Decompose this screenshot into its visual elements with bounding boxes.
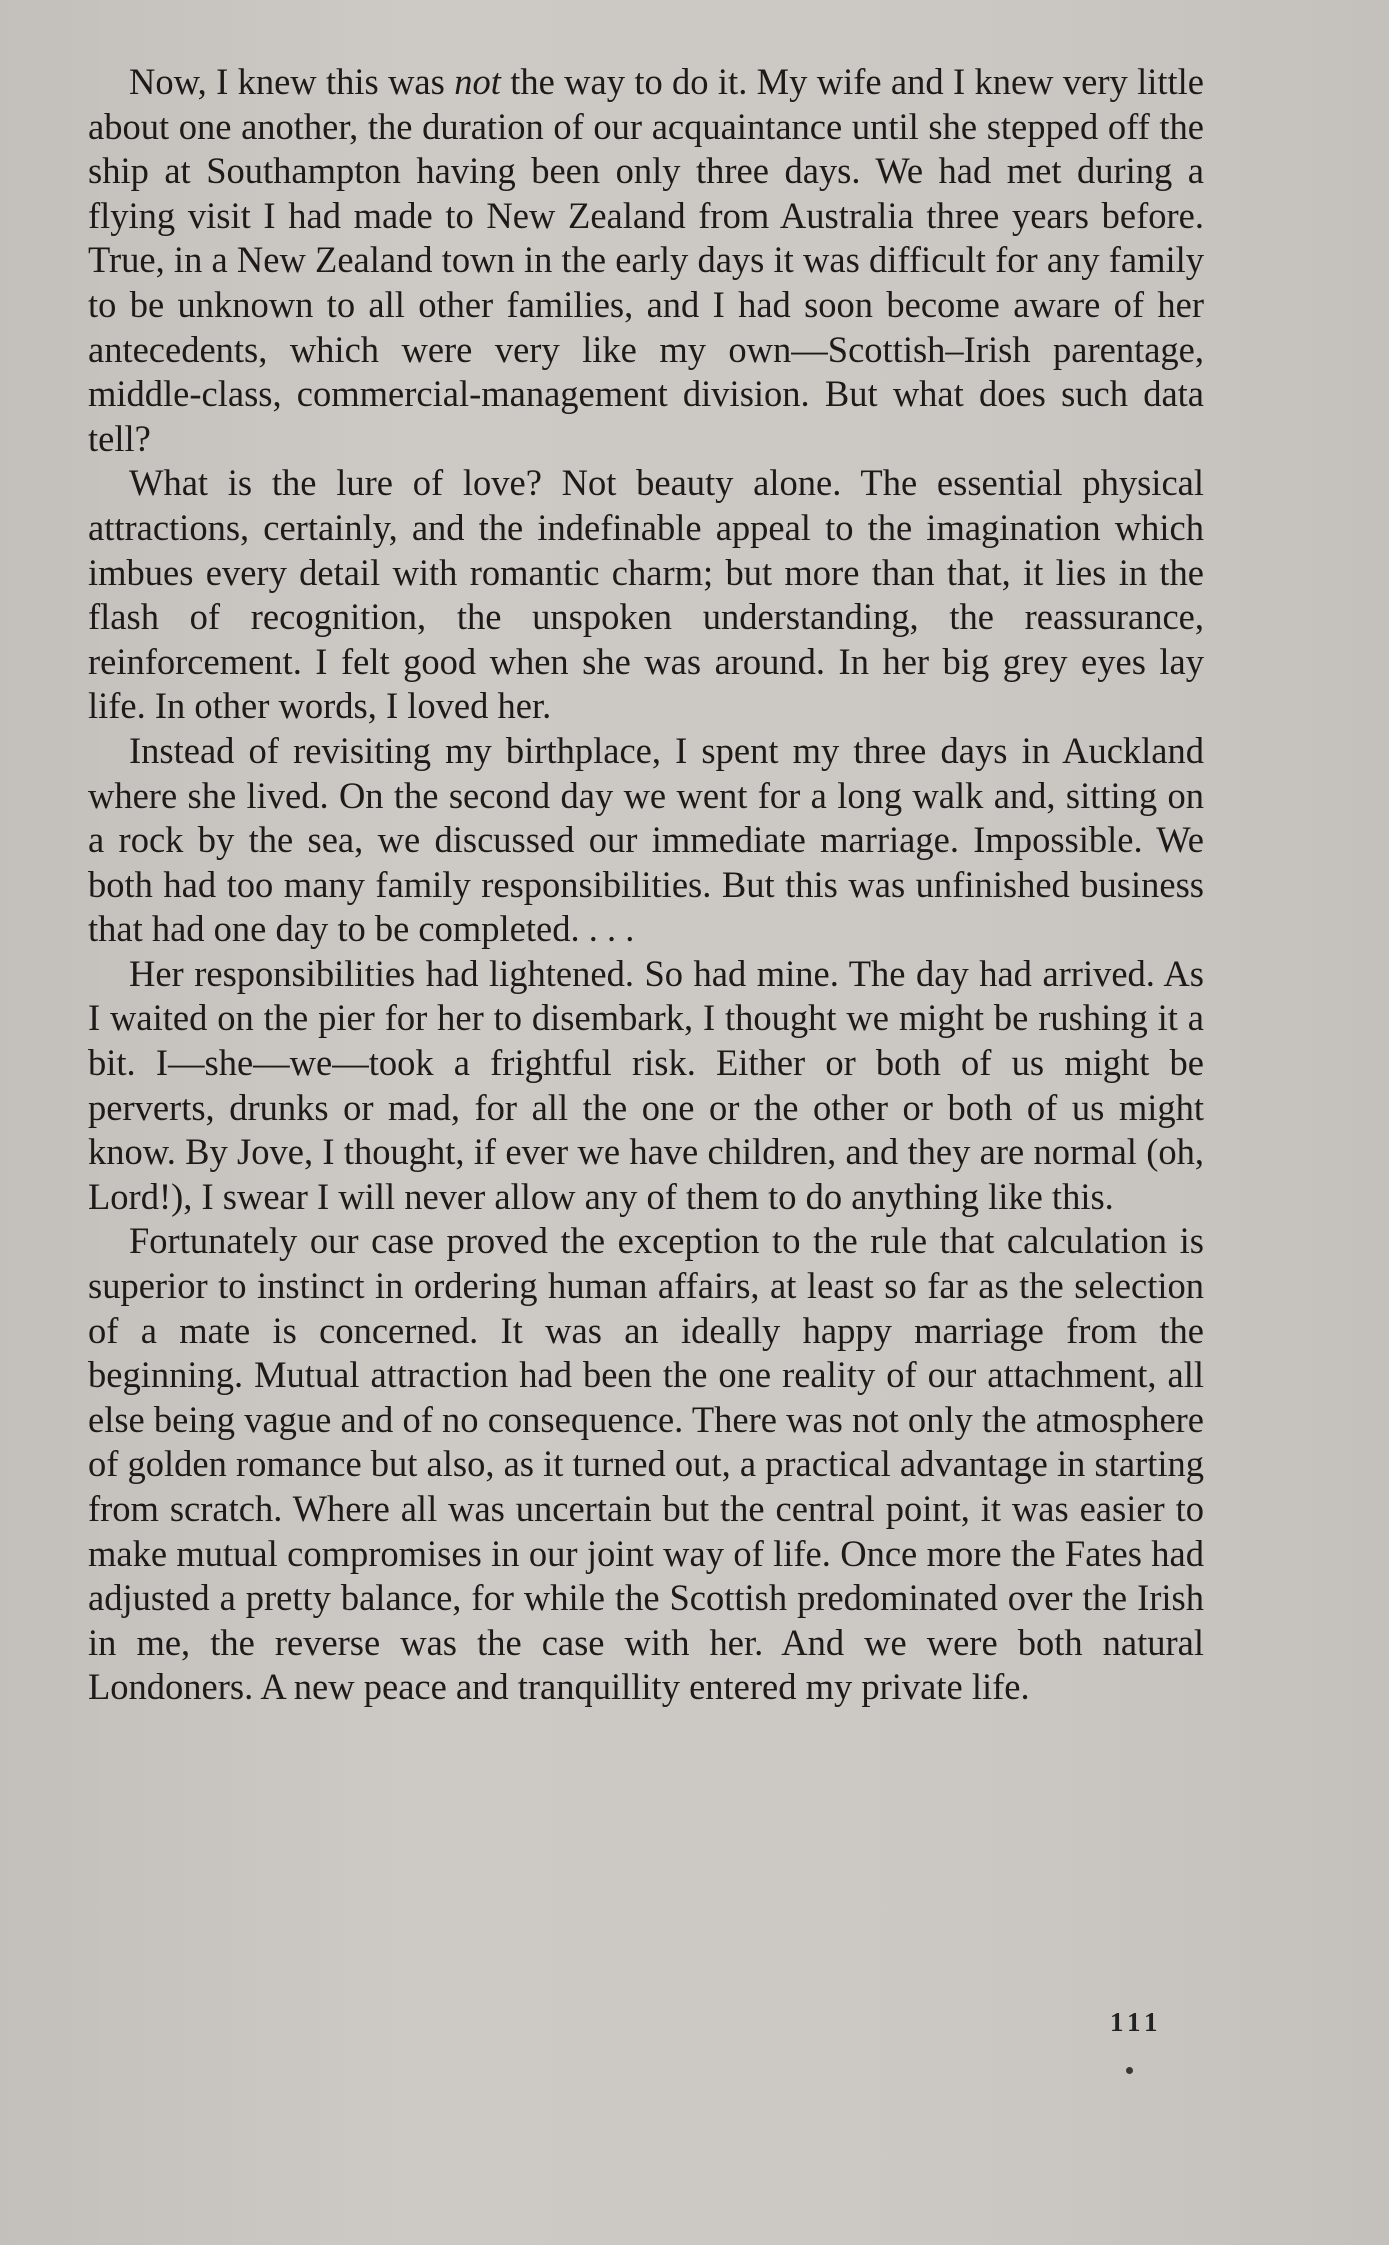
- paragraph-3: Instead of revisiting my birthplace, I spent my three days in Auckland where she lived. On the second day we went for a long walk and, sitting on a rock by the sea, we discussed our immediate marriage. Impossible. We both had too many family responsibilities. But this was unfinished business that had one day to be completed. . . .: [88, 729, 1204, 950]
- paragraph-1: [88, 60, 1204, 461]
- ink-dot: [1126, 2067, 1133, 2074]
- paragraph-1-emphasis: not: [454, 61, 501, 102]
- paragraph-5: Fortunately our case proved the exception to the rule that calculation is superior to instinct in ordering human affairs, at least so far as the selection of a mate is concerned. It was an ideally happy marriage from the beginning. Mutual attraction had been the one reality of our attachment, all else being vague and of no consequence. There was not only the atmosphere of golden romance but also, as it turned out, a practical advantage in starting from scratch. Where all was uncertain but the central point, it was easier to make mutual compromises in our joint way of life. Once more the Fates had adjusted a pretty balance, for while the Scottish predominated over the Irish in me, the reverse was the case with her. And we were both natural Londoners. A new peace and tranquillity entered my private life.: [88, 1220, 1204, 1708]
- paragraph-1-rest: the way to do it. My wife and I knew very little about one another, the duration of our acquaintance until she stepped off the ship at Southampton having been only three days. We had met during a flying visit I had made to New Zealand from Australia three years before. True, in a New Zealand town in the early days it was difficult for any family to be unknown to all other families, and I had soon become aware of her antecedents, which were very like my own—Scottish–Irish parentage, middle-class, commercial-management division. But what does such data tell?: [88, 61, 1205, 459]
- paragraph-2: What is the lure of love? Not beauty alone. The essential physical attractions, certainly, and the indefinable appeal to the imagination which imbues every detail with romantic charm; but more than that, it lies in the flash of recognition, the unspoken understanding, the reassurance, reinforcement. I felt good when she was around. In her big grey eyes lay life. In other words, I loved her.: [88, 462, 1204, 727]
- paragraph-1-start: Now, I knew this was: [129, 61, 455, 102]
- paragraph-4: Her responsibilities had lightened. So had mine. The day had arrived. As I waited on the pier for her to disembark, I thought we might be rushing it a bit. I—she—we—took a frightful risk. Either or both of us might be perverts, drunks or mad, for all the one or the other or both of us might know. By Jove, I thought, if ever we have children, and they are normal (oh, Lord!), I swear I will never allow any of them to do anything like this.: [88, 952, 1204, 1217]
- page-number: 111: [1110, 2007, 1163, 2037]
- page-body: [88, 60, 1204, 1710]
